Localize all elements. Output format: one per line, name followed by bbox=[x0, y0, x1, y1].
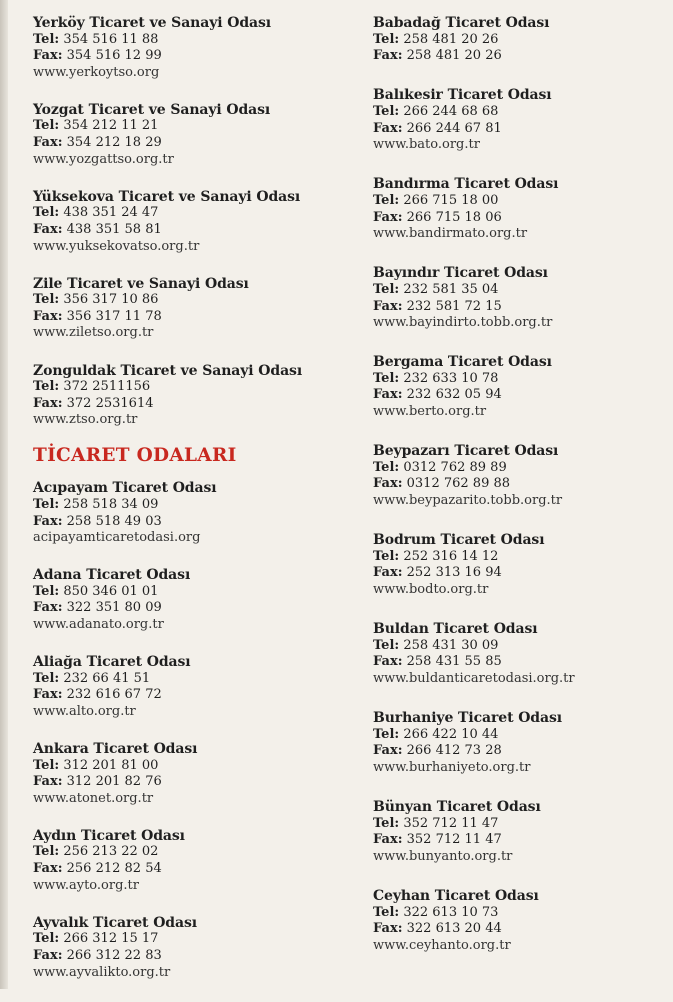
fax-number: 354 516 12 99 bbox=[66, 48, 162, 64]
tel-line bbox=[33, 205, 353, 222]
fax-line bbox=[373, 48, 668, 65]
fax-label: Fax: bbox=[33, 308, 63, 324]
chamber-entry bbox=[33, 480, 353, 546]
fax-line bbox=[33, 948, 353, 965]
fax-number: 232 632 05 94 bbox=[406, 387, 502, 403]
chamber-entry bbox=[373, 87, 668, 153]
tel-number: 256 213 22 02 bbox=[63, 844, 159, 860]
tel-number: 322 613 10 73 bbox=[403, 904, 499, 920]
fax-line bbox=[33, 135, 353, 152]
tel-number: 312 201 81 00 bbox=[63, 757, 159, 773]
fax-line bbox=[373, 121, 668, 138]
tel-number: 232 581 35 04 bbox=[403, 281, 499, 297]
website-link[interactable]: www.bodto.org.tr bbox=[373, 582, 489, 597]
tel-line bbox=[373, 549, 668, 566]
tel-line bbox=[373, 371, 668, 388]
website-link[interactable]: www.ayto.org.tr bbox=[33, 877, 139, 893]
website-link[interactable]: www.yozgattso.org.tr bbox=[33, 151, 174, 167]
fax-number: 372 2531614 bbox=[66, 395, 154, 411]
website-link[interactable]: www.berto.org.tr bbox=[373, 404, 487, 420]
website-link[interactable]: www.buldanticaretodasi.org.tr bbox=[373, 670, 575, 686]
fax-label: Fax: bbox=[373, 743, 403, 759]
chamber-name: Ceyhan Ticaret Odası bbox=[373, 888, 539, 905]
chamber-entry bbox=[373, 888, 668, 954]
chamber-entry bbox=[373, 710, 668, 776]
fax-number: 232 616 67 72 bbox=[66, 687, 162, 703]
fax-number: 252 313 16 94 bbox=[406, 565, 502, 581]
fax-number: 258 481 20 26 bbox=[406, 48, 502, 64]
fax-label: Fax: bbox=[33, 513, 63, 529]
website-link[interactable]: www.ztso.org.tr bbox=[33, 412, 138, 428]
right-column bbox=[373, 15, 668, 977]
fax-line bbox=[33, 309, 353, 326]
website-link[interactable]: acipayamticaretodasi.org bbox=[33, 530, 201, 546]
fax-number: 438 351 58 81 bbox=[66, 221, 162, 237]
tel-number: 352 712 11 47 bbox=[403, 815, 499, 831]
website-link[interactable]: www.alto.org.tr bbox=[33, 703, 136, 719]
tel-label: Tel: bbox=[373, 459, 400, 475]
fax-line bbox=[373, 476, 668, 493]
fax-line bbox=[373, 832, 668, 849]
fax-label: Fax: bbox=[373, 565, 403, 581]
fax-number: 266 312 22 83 bbox=[66, 947, 162, 963]
chamber-name: Zonguldak Ticaret ve Sanayi Odası bbox=[33, 362, 303, 379]
fax-label: Fax: bbox=[33, 600, 63, 616]
chamber-entry bbox=[33, 15, 353, 81]
tel-label: Tel: bbox=[33, 931, 60, 947]
website-link[interactable]: www.yerkoytso.org bbox=[33, 64, 160, 80]
chamber-name: Beypazarı Ticaret Odası bbox=[373, 443, 559, 460]
tel-line bbox=[373, 638, 668, 655]
chamber-name: Bergama Ticaret Odası bbox=[373, 354, 552, 371]
tel-line bbox=[33, 931, 353, 948]
tel-label: Tel: bbox=[33, 670, 60, 686]
website-link[interactable]: www.atonet.org.tr bbox=[33, 790, 154, 806]
fax-number: 354 212 18 29 bbox=[66, 135, 162, 151]
tel-label: Tel: bbox=[33, 379, 60, 395]
chamber-entry bbox=[33, 189, 353, 255]
tel-line bbox=[33, 671, 353, 688]
fax-label: Fax: bbox=[33, 135, 63, 151]
fax-line bbox=[373, 210, 668, 227]
tel-label: Tel: bbox=[373, 815, 400, 831]
tel-line bbox=[373, 727, 668, 744]
tel-label: Tel: bbox=[373, 281, 400, 297]
tel-number: 258 431 30 09 bbox=[403, 637, 499, 653]
tel-number: 354 212 11 21 bbox=[63, 118, 159, 134]
fax-line bbox=[373, 387, 668, 404]
fax-number: 352 712 11 47 bbox=[406, 832, 502, 848]
tel-line bbox=[373, 816, 668, 833]
chamber-name: Yüksekova Ticaret ve Sanayi Odası bbox=[33, 188, 301, 205]
chamber-name: Babadağ Ticaret Odası bbox=[373, 15, 550, 31]
chamber-name: Zile Ticaret ve Sanayi Odası bbox=[33, 275, 249, 292]
tel-number: 252 316 14 12 bbox=[403, 548, 499, 564]
tel-label: Tel: bbox=[33, 118, 60, 134]
fax-line bbox=[33, 600, 353, 617]
fax-line bbox=[373, 743, 668, 760]
fax-label: Fax: bbox=[33, 947, 63, 963]
tel-label: Tel: bbox=[33, 844, 60, 860]
fax-line bbox=[33, 687, 353, 704]
fax-number: 356 317 11 78 bbox=[66, 308, 162, 324]
chamber-entry bbox=[373, 621, 668, 687]
tel-line bbox=[33, 379, 353, 396]
chamber-entry bbox=[373, 176, 668, 242]
fax-label: Fax: bbox=[33, 687, 63, 703]
fax-label: Fax: bbox=[373, 209, 403, 225]
fax-number: 0312 762 89 88 bbox=[406, 476, 511, 492]
chamber-list-to-left bbox=[33, 480, 353, 981]
fax-number: 256 212 82 54 bbox=[66, 861, 162, 877]
tel-line bbox=[33, 844, 353, 861]
chamber-entry bbox=[33, 741, 353, 807]
chamber-name: Aliağa Ticaret Odası bbox=[33, 654, 191, 671]
tel-line bbox=[33, 497, 353, 514]
website-link[interactable]: www.bunyanto.org.tr bbox=[373, 848, 513, 864]
fax-number: 258 431 55 85 bbox=[406, 654, 502, 670]
website-link[interactable]: www.adanato.org.tr bbox=[33, 617, 164, 633]
tel-line bbox=[373, 905, 668, 922]
fax-label: Fax: bbox=[373, 298, 403, 314]
tel-number: 354 516 11 88 bbox=[63, 31, 159, 47]
tel-label: Tel: bbox=[373, 726, 400, 742]
tel-label: Tel: bbox=[33, 292, 60, 308]
tel-label: Tel: bbox=[33, 757, 60, 773]
tel-label: Tel: bbox=[373, 637, 400, 653]
tel-line bbox=[33, 292, 353, 309]
chamber-entry bbox=[373, 532, 668, 598]
fax-label: Fax: bbox=[373, 476, 403, 492]
chamber-name: Burhaniye Ticaret Odası bbox=[373, 710, 562, 727]
website-link[interactable]: www.burhaniyeto.org.tr bbox=[373, 759, 531, 775]
tel-label: Tel: bbox=[373, 904, 400, 920]
tel-line bbox=[33, 32, 353, 49]
fax-line bbox=[33, 774, 353, 791]
tel-number: 258 481 20 26 bbox=[403, 31, 499, 47]
fax-number: 312 201 82 76 bbox=[66, 774, 162, 790]
website-link[interactable]: www.bayindirto.tobb.org.tr bbox=[373, 315, 553, 331]
website-link[interactable]: www.bato.org.tr bbox=[373, 137, 480, 153]
tel-number: 438 351 24 47 bbox=[63, 205, 159, 221]
chamber-name: Yerköy Ticaret ve Sanayi Odası bbox=[33, 15, 271, 31]
website-link[interactable]: www.ceyhanto.org.tr bbox=[373, 937, 511, 953]
tel-label: Tel: bbox=[373, 370, 400, 386]
fax-number: 266 412 73 28 bbox=[406, 743, 502, 759]
tel-number: 356 317 10 86 bbox=[63, 292, 159, 308]
tel-label: Tel: bbox=[373, 103, 400, 119]
tel-number: 266 715 18 00 bbox=[403, 192, 499, 208]
chamber-name: Bayındır Ticaret Odası bbox=[373, 265, 548, 282]
fax-number: 258 518 49 03 bbox=[66, 513, 162, 529]
tel-line bbox=[33, 118, 353, 135]
fax-line bbox=[33, 514, 353, 531]
fax-number: 232 581 72 15 bbox=[406, 298, 502, 314]
chamber-name: Yozgat Ticaret ve Sanayi Odası bbox=[33, 101, 271, 118]
fax-label: Fax: bbox=[373, 48, 403, 64]
website-link[interactable]: www.ayvalikto.org.tr bbox=[33, 964, 171, 980]
fax-number: 266 715 18 06 bbox=[406, 209, 502, 225]
tel-line bbox=[373, 282, 668, 299]
left-column bbox=[33, 15, 353, 1002]
tel-label: Tel: bbox=[33, 583, 60, 599]
chamber-entry bbox=[33, 567, 353, 633]
fax-line bbox=[373, 299, 668, 316]
tel-line bbox=[373, 104, 668, 121]
fax-line bbox=[33, 396, 353, 413]
website-link[interactable]: www.beypazarito.tobb.org.tr bbox=[373, 493, 563, 509]
chamber-entry bbox=[373, 15, 668, 65]
tel-number: 232 633 10 78 bbox=[403, 370, 499, 386]
website-link[interactable]: www.bandirmato.org.tr bbox=[373, 226, 528, 242]
chamber-name: Balıkesir Ticaret Odası bbox=[373, 87, 552, 104]
tel-label: Tel: bbox=[373, 31, 400, 47]
chamber-entry bbox=[33, 654, 353, 720]
chamber-entry bbox=[33, 102, 353, 168]
fax-line bbox=[33, 861, 353, 878]
fax-number: 266 244 67 81 bbox=[406, 120, 502, 136]
website-link[interactable]: www.yuksekovatso.org.tr bbox=[33, 238, 200, 254]
tel-label: Tel: bbox=[373, 548, 400, 564]
tel-label: Tel: bbox=[33, 205, 60, 221]
chamber-name: Bodrum Ticaret Odası bbox=[373, 532, 545, 549]
fax-number: 322 351 80 09 bbox=[66, 600, 162, 616]
chamber-entry bbox=[33, 828, 353, 894]
fax-label: Fax: bbox=[373, 387, 403, 403]
section-heading: TİCARET ODALARI bbox=[33, 445, 237, 467]
chamber-list-to-right bbox=[373, 15, 668, 954]
chamber-name: Buldan Ticaret Odası bbox=[373, 621, 538, 638]
fax-label: Fax: bbox=[33, 48, 63, 64]
tel-line bbox=[33, 584, 353, 601]
fax-label: Fax: bbox=[33, 221, 63, 237]
tel-number: 266 422 10 44 bbox=[403, 726, 499, 742]
page-edge-shadow bbox=[0, 0, 8, 989]
tel-line bbox=[33, 758, 353, 775]
chamber-entry bbox=[33, 276, 353, 342]
chamber-entry bbox=[373, 354, 668, 420]
fax-label: Fax: bbox=[373, 832, 403, 848]
website-link[interactable]: www.ziletso.org.tr bbox=[33, 325, 154, 341]
tel-label: Tel: bbox=[33, 496, 60, 512]
tel-number: 0312 762 89 89 bbox=[403, 459, 507, 475]
fax-line bbox=[33, 48, 353, 65]
tel-line bbox=[373, 32, 668, 49]
fax-label: Fax: bbox=[33, 395, 63, 411]
fax-line bbox=[373, 565, 668, 582]
tel-line bbox=[373, 460, 668, 477]
fax-label: Fax: bbox=[33, 861, 63, 877]
chamber-entry bbox=[33, 363, 353, 429]
fax-label: Fax: bbox=[33, 774, 63, 790]
fax-line bbox=[33, 222, 353, 239]
chamber-name: Adana Ticaret Odası bbox=[33, 567, 191, 584]
tel-number: 232 66 41 51 bbox=[63, 670, 151, 686]
fax-number: 322 613 20 44 bbox=[406, 921, 502, 937]
chamber-name: Bünyan Ticaret Odası bbox=[373, 799, 541, 816]
fax-line bbox=[373, 921, 668, 938]
tel-number: 372 2511156 bbox=[63, 379, 151, 395]
chamber-name: Ankara Ticaret Odası bbox=[33, 741, 198, 757]
tel-label: Tel: bbox=[33, 31, 60, 47]
tel-label: Tel: bbox=[373, 192, 400, 208]
chamber-entry bbox=[373, 799, 668, 865]
fax-line bbox=[373, 654, 668, 671]
fax-label: Fax: bbox=[373, 120, 403, 136]
chamber-name: Ayvalık Ticaret Odası bbox=[33, 914, 197, 931]
fax-label: Fax: bbox=[373, 921, 403, 937]
chamber-name: Bandırma Ticaret Odası bbox=[373, 176, 559, 193]
chamber-name: Aydın Ticaret Odası bbox=[33, 827, 185, 844]
tel-number: 266 312 15 17 bbox=[63, 931, 159, 947]
chamber-entry bbox=[373, 443, 668, 509]
chamber-name: Acıpayam Ticaret Odası bbox=[33, 480, 217, 497]
tel-number: 850 346 01 01 bbox=[63, 583, 159, 599]
tel-number: 258 518 34 09 bbox=[63, 496, 159, 512]
tel-number: 266 244 68 68 bbox=[403, 103, 499, 119]
chamber-entry bbox=[33, 915, 353, 981]
chamber-entry bbox=[373, 265, 668, 331]
tel-line bbox=[373, 193, 668, 210]
fax-label: Fax: bbox=[373, 654, 403, 670]
chamber-list-tso bbox=[33, 15, 353, 429]
